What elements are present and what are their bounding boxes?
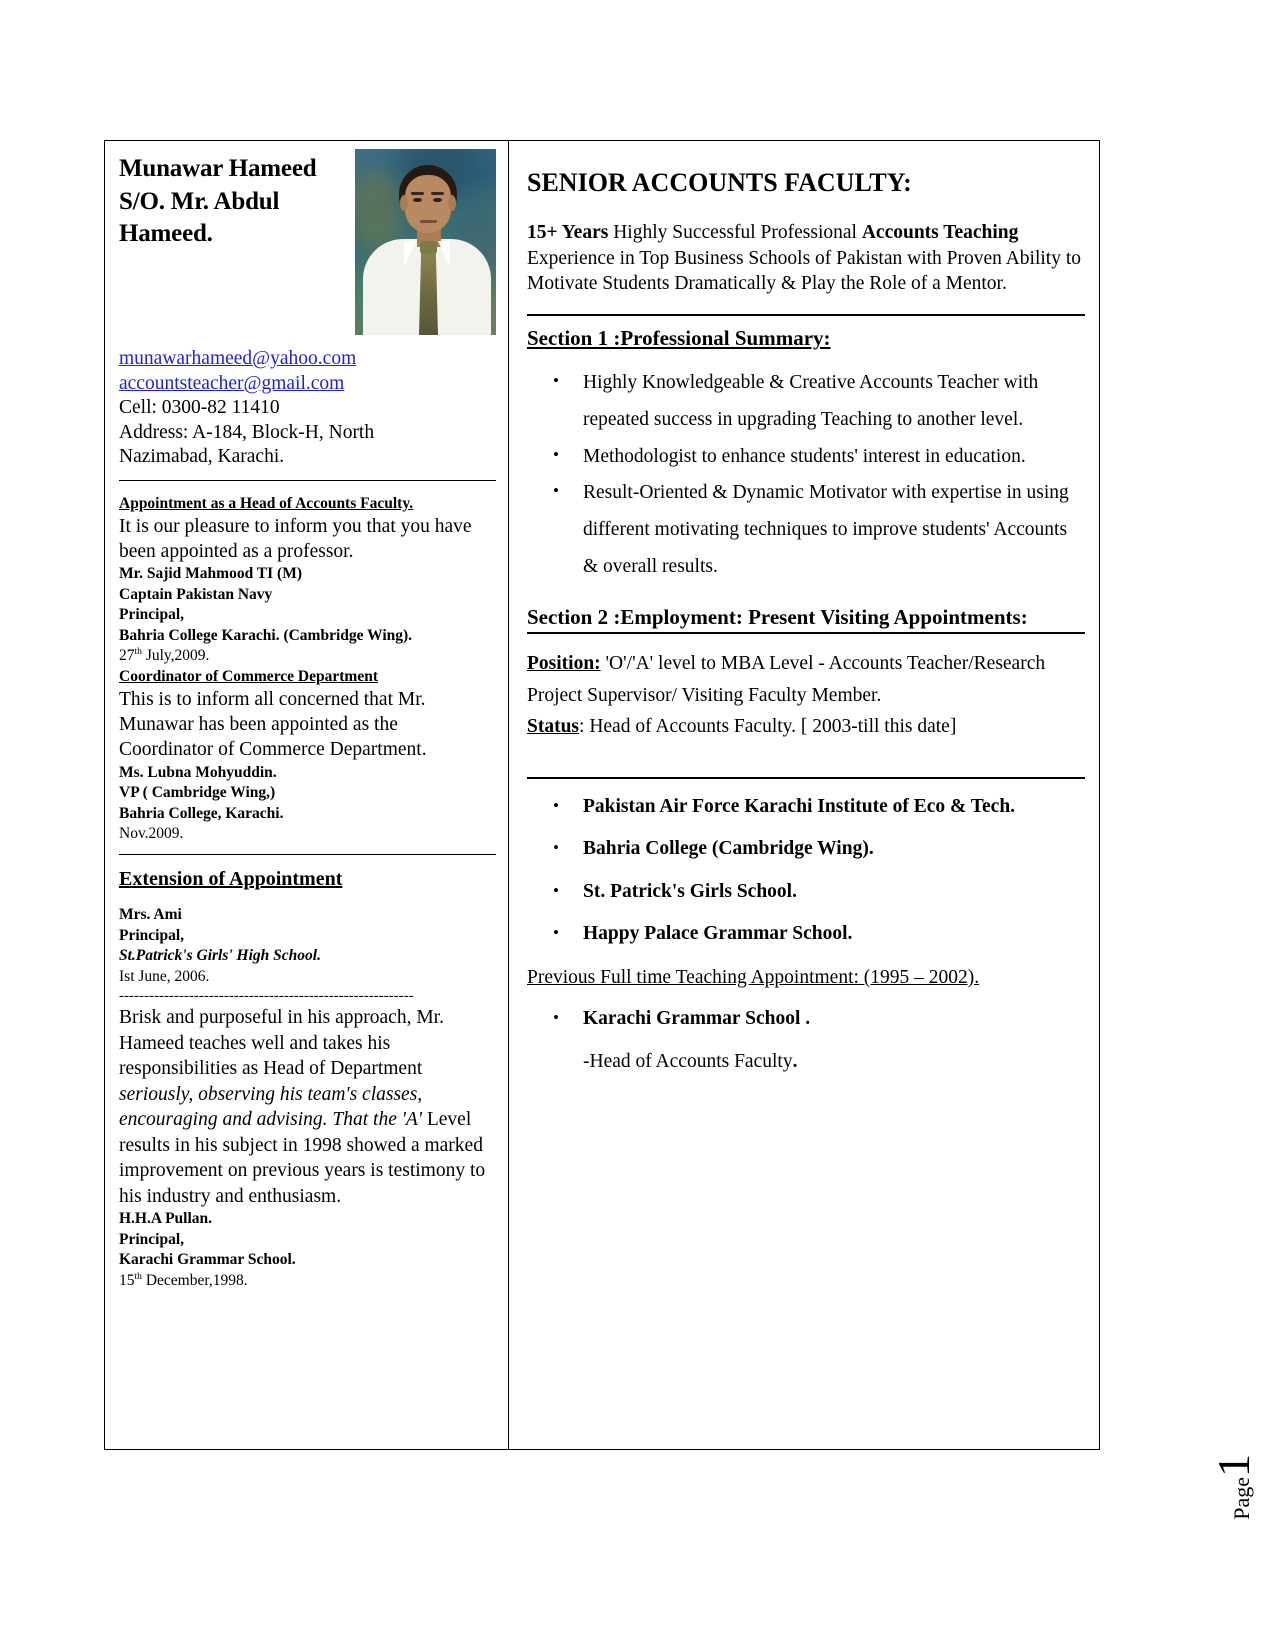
divider-before-extension	[119, 854, 496, 855]
appointment-signer-rank: Captain Pakistan Navy	[119, 585, 273, 603]
contact-block	[119, 347, 496, 470]
testimonial-ref-name: H.H.A Pullan.	[119, 1210, 213, 1228]
address-line-2: Nazimabad, Karachi.	[119, 446, 285, 468]
list-item: • Highly Knowledgeable & Creative Accounts Teacher with repeated success in upgrading Teaching to another level.	[583, 365, 1085, 438]
address-line-1: Address: A-184, Block-H, North	[119, 421, 375, 443]
appointment-date: 27th July,2009.	[119, 646, 210, 665]
page-label: Page	[1229, 1477, 1254, 1520]
testimonial-text: Brisk and purposeful in his approach, Mr. Hameed teaches well and takes his responsibilities as Head of Department seriously, observing his team's classes, encouraging and advising. That the 'A' Level results in his subject in 1998 showed a marked improvement on previous years is testimony to his industry and enthusiasm.	[119, 1007, 486, 1207]
previous-appointment-heading: Previous Full time Teaching Appointment: (1995 – 2002).	[527, 966, 980, 988]
name-and-photo-block	[119, 149, 496, 335]
previous-appointment-list	[527, 1009, 1085, 1029]
list-item: • Result-Oriented & Dynamic Motivator with expertise in using different motivating techniques to improve students' Accounts & overall results.	[583, 475, 1085, 585]
coordinator-body: This is to inform all concerned that Mr. Munawar has been appointed as the Coordinator of Commerce Department.	[119, 688, 427, 761]
cell-number: Cell: 0300-82 11410	[119, 397, 280, 419]
right-column	[509, 141, 1099, 1449]
divider-before-section-1	[527, 314, 1085, 316]
candidate-name: Munawar Hameed S/O. Mr. Abdul Hameed.	[119, 155, 317, 247]
coordinator-signer-org: Bahria College, Karachi.	[119, 804, 284, 822]
list-item: • Bahria College (Cambridge Wing).	[583, 839, 1085, 859]
appointment-signer-org: Bahria College Karachi. (Cambridge Wing).	[119, 626, 413, 644]
email-link-yahoo[interactable]: munawarhameed@yahoo.com	[119, 348, 357, 369]
appointment-signer-title: Principal,	[119, 606, 185, 624]
list-item: • Pakistan Air Force Karachi Institute of Eco & Tech.	[583, 797, 1085, 817]
resume-intro-paragraph: 15+ Years Highly Successful Professional Accounts Teaching Experience in Top Business Schools of Pakistan with Proven Ability to Motivate Students Dramatically & Play the Role of a Mentor.	[527, 222, 1081, 294]
institutions-list	[527, 797, 1085, 944]
testimonial-ref-title: Principal,	[119, 1230, 185, 1248]
extension-signer-title: Principal,	[119, 926, 185, 944]
resume-two-column-table	[104, 140, 1100, 1450]
divider-after-contact	[119, 480, 496, 481]
testimonial-ref-date: 15th December,1998.	[119, 1270, 248, 1289]
extension-signer-org: St.Patrick's Girls' High School.	[119, 947, 321, 965]
section-2-heading: Section 2 :Employment: Present Visiting Appointments:	[527, 605, 1085, 634]
resume-headline: SENIOR ACCOUNTS FACULTY:	[527, 168, 912, 197]
appointment-body: It is our pleasure to inform you that you have been appointed as a professor.	[119, 515, 472, 562]
coordinator-heading: Coordinator of Commerce Department	[119, 667, 378, 685]
appointment-signer-name: Mr. Sajid Mahmood TI (M)	[119, 565, 302, 583]
coordinator-signer-name: Ms. Lubna Mohyuddin.	[119, 763, 277, 781]
page-number-value: 1	[1208, 1454, 1259, 1477]
coordinator-date: Nov.2009.	[119, 824, 184, 842]
dashed-divider: -----------------------------------------------------------	[119, 989, 414, 1005]
position-line: Position: 'O'/'A' level to MBA Level - Accounts Teacher/Research Project Supervisor/ Visiting Faculty Member.	[527, 653, 1046, 706]
left-column	[105, 141, 509, 1449]
list-item: • St. Patrick's Girls School.	[583, 882, 1085, 902]
professional-summary-list	[527, 365, 1085, 585]
extension-heading: Extension of Appointment	[119, 868, 343, 891]
testimonial-ref-org: Karachi Grammar School.	[119, 1251, 296, 1269]
coordinator-signer-title: VP ( Cambridge Wing,)	[119, 784, 276, 802]
list-item: • Happy Palace Grammar School.	[583, 924, 1085, 944]
list-item: • Karachi Grammar School .	[583, 1009, 1085, 1029]
section-1-heading: Section 1 :Professional Summary:	[527, 326, 831, 351]
previous-appointment-subline: -Head of Accounts Faculty.	[583, 1051, 798, 1073]
divider-before-institutions	[527, 777, 1085, 779]
portrait-photo	[355, 149, 496, 335]
extension-signer-name: Mrs. Ami	[119, 906, 182, 924]
page-number-footer	[1208, 1454, 1259, 1520]
email-link-gmail[interactable]: accountsteacher@gmail.com	[119, 372, 345, 394]
extension-date: Ist June, 2006.	[119, 967, 210, 985]
status-line: Status: Head of Accounts Faculty. [ 2003-till this date]	[527, 716, 957, 738]
list-item: • Methodologist to enhance students' interest in education.	[583, 439, 1085, 476]
appointment-heading: Appointment as a Head of Accounts Faculty.	[119, 494, 414, 512]
